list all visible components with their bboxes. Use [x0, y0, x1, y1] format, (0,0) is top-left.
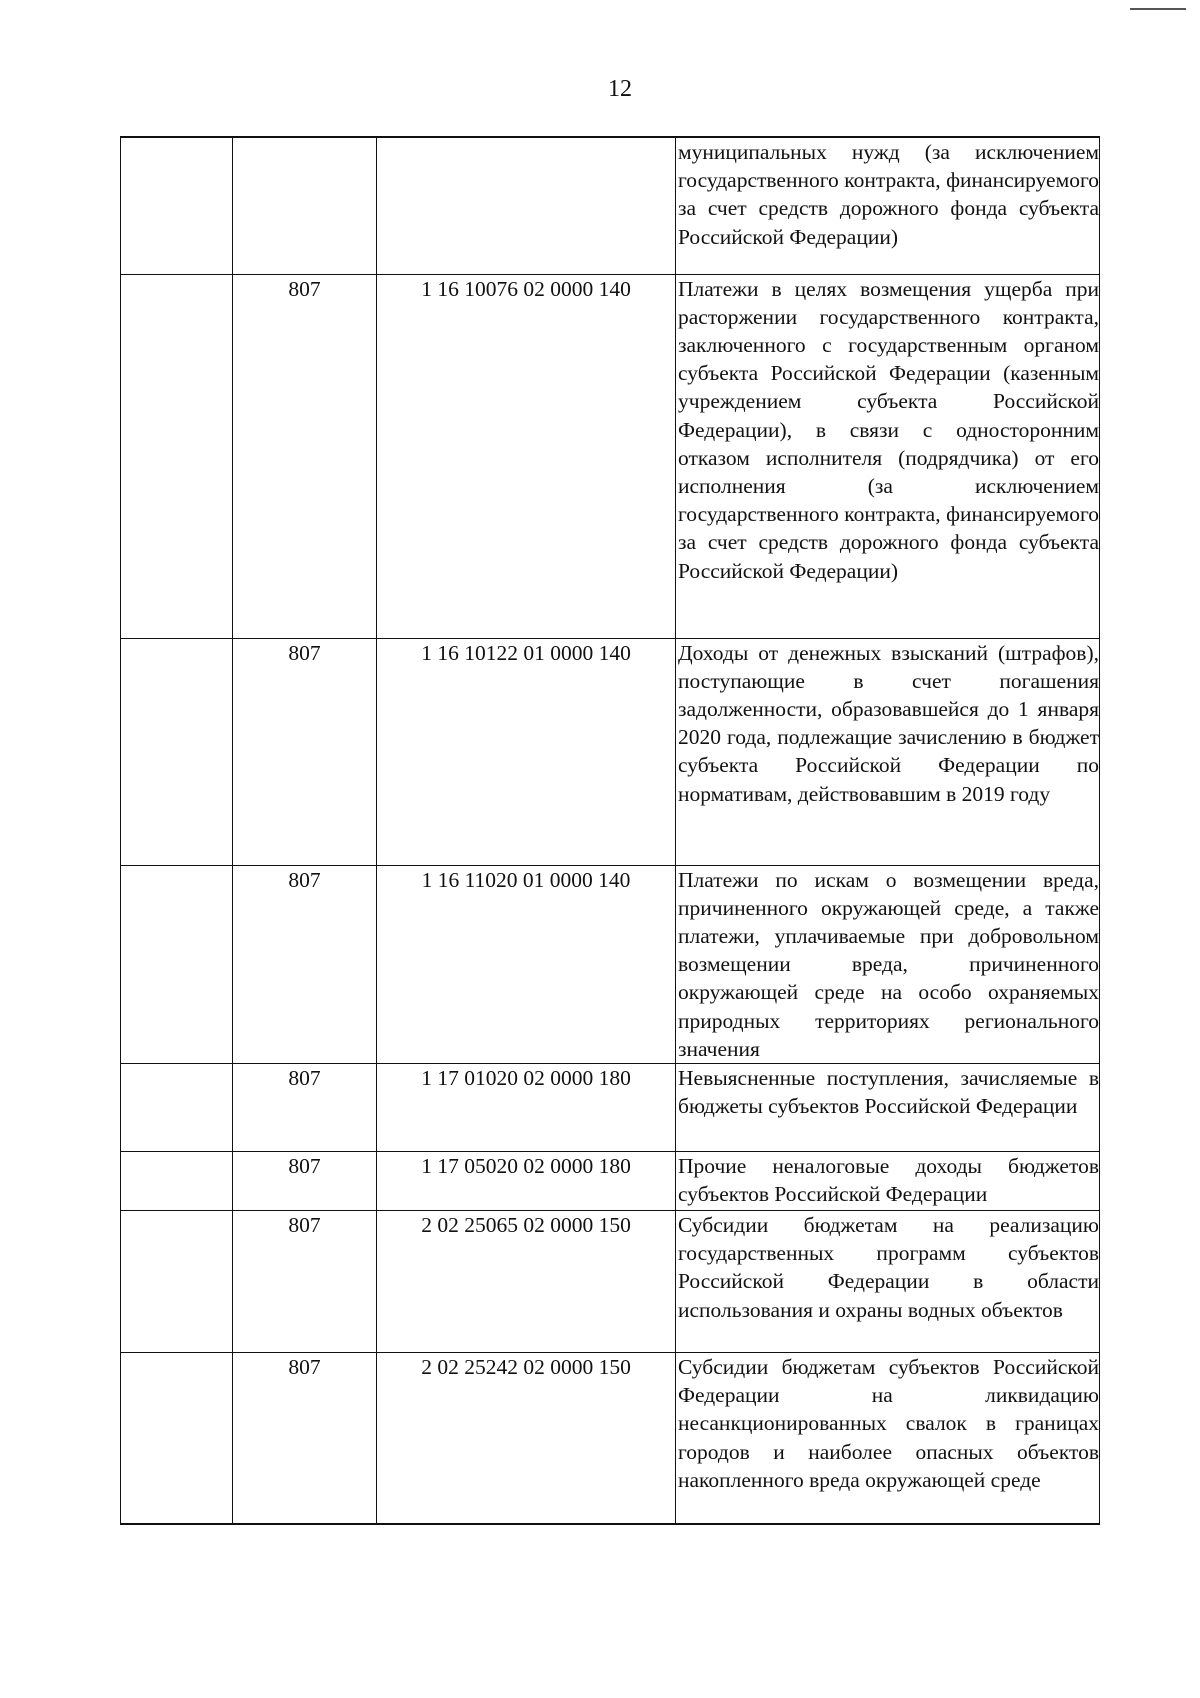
revenue-code-cell: 1 16 10076 02 0000 140: [377, 274, 676, 638]
description-cell: Невыясненные поступления, зачисляемые в бюджеты субъектов Российской Федерации: [676, 1063, 1100, 1151]
admin-code-cell: 807: [233, 1063, 377, 1151]
admin-code-cell: 807: [233, 638, 377, 865]
empty-cell: [121, 1210, 233, 1352]
admin-code-cell: 807: [233, 274, 377, 638]
table-row: [121, 1063, 1100, 1151]
empty-cell: [121, 1352, 233, 1524]
description-cell: Субсидии бюджетам субъектов Российской Федерации на ликвидацию несанкционированных свалок в границах городов и наиболее опасных объектов накопленного вреда окружающей среде: [676, 1352, 1100, 1524]
revenue-code-cell: 2 02 25242 02 0000 150: [377, 1352, 676, 1524]
table-row: [121, 137, 1100, 274]
empty-cell: [121, 137, 233, 274]
description-cell: Субсидии бюджетам на реализацию государственных программ субъектов Российской Федерации в области использования и охраны водных объектов: [676, 1210, 1100, 1352]
admin-code-cell: 807: [233, 1210, 377, 1352]
admin-code-cell: 807: [233, 1352, 377, 1524]
empty-cell: [121, 1063, 233, 1151]
page-number: 12: [608, 76, 632, 102]
empty-cell: [121, 638, 233, 865]
empty-cell: [121, 274, 233, 638]
empty-cell: [121, 865, 233, 1063]
description-cell: Платежи в целях возмещения ущерба при расторжении государственного контракта, заключенного с государственным органом субъекта Российской Федерации (казенным учреждением субъекта Российской Федерации), в связи с односторонним отказом исполнителя (подрядчика) от его исполнения (за исключением государственного контракта, финансируемого за счет средств дорожного фонда субъекта Российской Федерации): [676, 274, 1100, 638]
budget-classification-table: [120, 136, 1100, 1525]
revenue-code-cell: 1 17 01020 02 0000 180: [377, 1063, 676, 1151]
revenue-code-cell: 2 02 25065 02 0000 150: [377, 1210, 676, 1352]
empty-cell: [121, 1151, 233, 1210]
scan-corner-mark: [1130, 8, 1186, 10]
table-row: [121, 1352, 1100, 1524]
admin-code-cell: 807: [233, 1151, 377, 1210]
description-cell: Платежи по искам о возмещении вреда, причиненного окружающей среде, а также платежи, уплачиваемые при добровольном возмещении вреда, причиненного окружающей среде на особо охраняемых природных территориях регионального значения: [676, 865, 1100, 1063]
description-cell: муниципальных нужд (за исключением государственного контракта, финансируемого за счет средств дорожного фонда субъекта Российской Федерации): [676, 137, 1100, 274]
table-row: [121, 1151, 1100, 1210]
admin-code-cell: [233, 137, 377, 274]
table-row: [121, 1210, 1100, 1352]
admin-code-cell: 807: [233, 865, 377, 1063]
description-cell: Прочие неналоговые доходы бюджетов субъектов Российской Федерации: [676, 1151, 1100, 1210]
revenue-code-cell: [377, 137, 676, 274]
table-row: [121, 274, 1100, 638]
table-row: [121, 638, 1100, 865]
description-cell: Доходы от денежных взысканий (штрафов), поступающие в счет погашения задолженности, образовавшейся до 1 января 2020 года, подлежащие зачислению в бюджет субъекта Российской Федерации по нормативам, действовавшим в 2019 году: [676, 638, 1100, 865]
table-row: [121, 865, 1100, 1063]
revenue-code-cell: 1 16 11020 01 0000 140: [377, 865, 676, 1063]
revenue-code-cell: 1 16 10122 01 0000 140: [377, 638, 676, 865]
revenue-code-cell: 1 17 05020 02 0000 180: [377, 1151, 676, 1210]
